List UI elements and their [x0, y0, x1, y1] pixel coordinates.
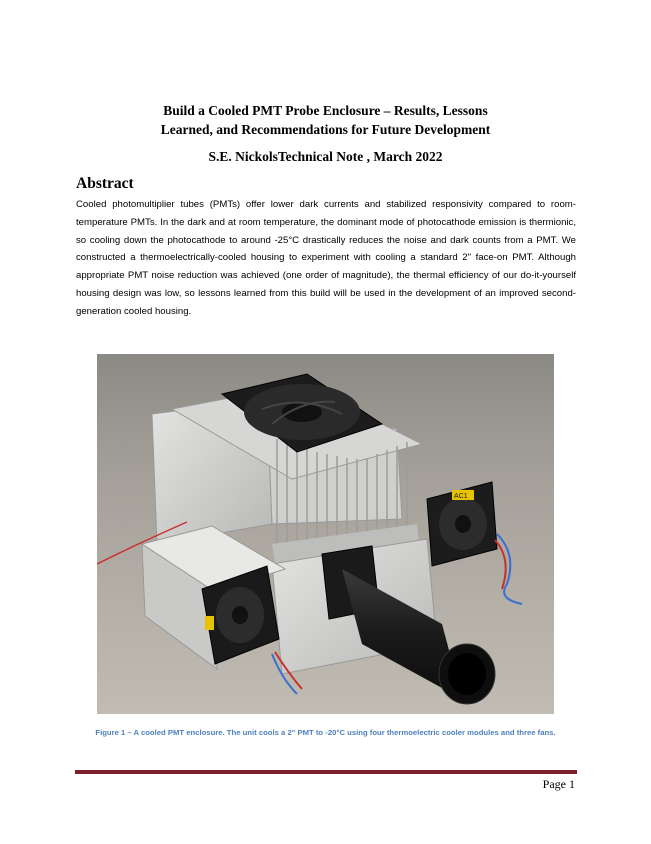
abstract-heading: Abstract [76, 175, 134, 192]
document-title [60, 101, 591, 139]
fan-label: AC1 [454, 493, 468, 500]
title-line-2: Learned, and Recommendations for Future Development [160, 122, 491, 137]
footer-rule [75, 770, 577, 774]
pmt-enclosure-photo [97, 354, 554, 714]
author-byline: S.E. NickolsTechnical Note , March 2022 [208, 149, 443, 164]
title-line-1: Build a Cooled PMT Probe Enclosure – Results, Lessons [163, 103, 488, 118]
page-number: Page 1 [542, 777, 575, 791]
figure-caption: Figure 1 – A cooled PMT enclosure. The unit cools a 2" PMT to -20°C using four thermoelectric cooler modules and three fans. [95, 728, 556, 737]
abstract-paragraph: Cooled photomultiplier tubes (PMTs) offer lower dark currents and stabilized responsivity compared to room-temperature PMTs. In the dark and at room temperature, the dominant mode of photocathode emission is thermionic, so cooling down the photocathode to around -25°C drastically reduces the noise and dark counts from a PMT. We constructed a thermoelectrically-cooled housing to experiment with cooling a standard 2" face-on PMT. Although appropriate PMT noise reduction was achieved (one order of magnitude), the thermal efficiency of our do-it-yourself housing design was low, so lessons learned from this build will be used in the development of an improved second-generation cooled housing. [76, 199, 576, 317]
